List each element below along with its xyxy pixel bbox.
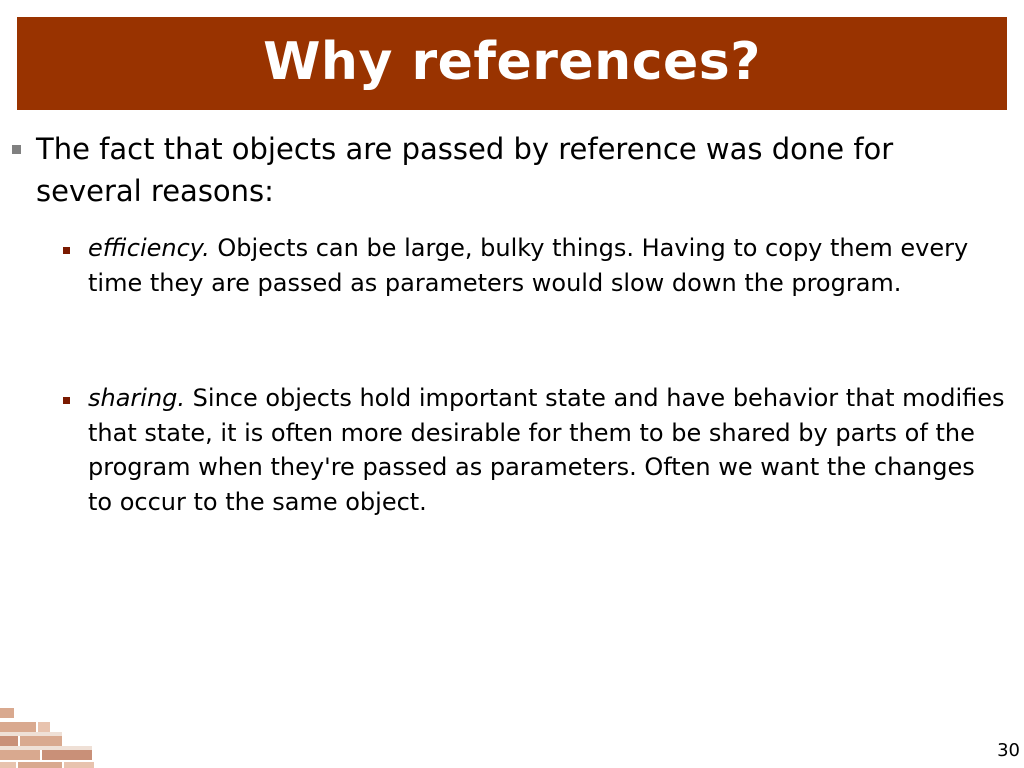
slide-title: Why references? — [263, 31, 761, 92]
sub-bullet-sharing — [88, 381, 1006, 519]
sub-bullet-body: Since objects hold important state and have behavior that modifies that state, it is often more desirable for them to be shared by parts of the program when they're passed as parameters. Often we want the changes to occur to the same object. — [88, 384, 1005, 516]
main-bullet-text: The fact that objects are passed by reference was done for several reasons: — [36, 132, 894, 208]
brick-wall-decoration-icon — [0, 700, 110, 768]
sub-bullet-lead: efficiency. — [88, 234, 210, 262]
title-banner — [17, 17, 1007, 110]
sub-bullet-square-icon — [63, 247, 70, 254]
bullet-square-icon — [12, 145, 21, 154]
sub-bullet-lead: sharing. — [88, 384, 186, 412]
sub-bullet-efficiency — [88, 231, 1006, 300]
sub-bullet-square-icon — [63, 397, 70, 404]
page-number: 30 — [997, 740, 1020, 761]
sub-bullet-body: Objects can be large, bulky things. Having to copy them every time they are passed as parameters would slow down the program. — [88, 234, 969, 297]
